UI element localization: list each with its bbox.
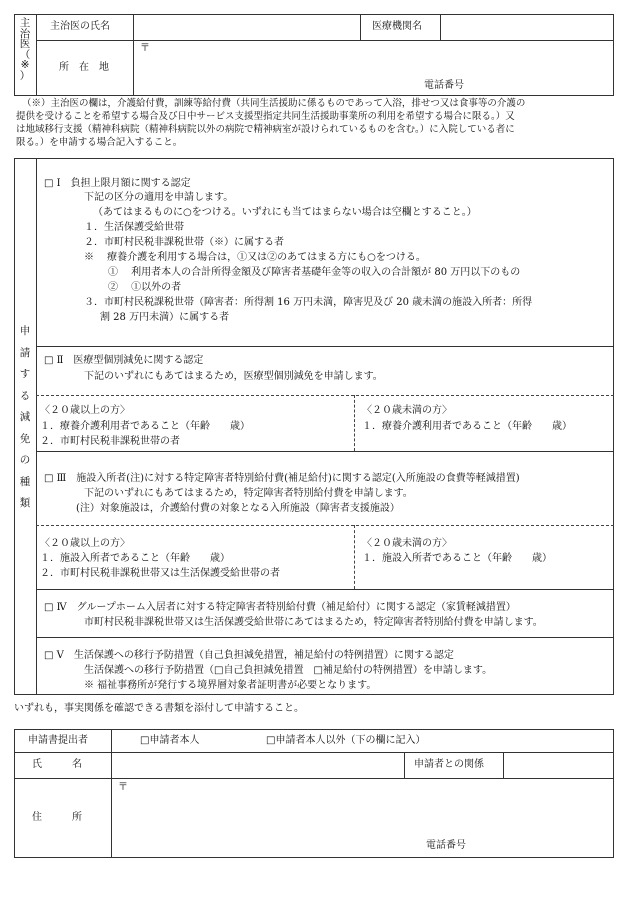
section3-line: 下記のいずれにもあてはまるため，特定障害者特別給付費を申請します。 bbox=[84, 488, 413, 499]
institution-label: 医療機関名 bbox=[372, 21, 422, 32]
section1-title[interactable]: □ Ⅰ 負担上限月額に関する認定 bbox=[44, 178, 191, 189]
physician-inst-divider-left bbox=[360, 14, 361, 40]
physician-name-label: 主治医の氏名 bbox=[50, 21, 110, 32]
section3-bottom-line bbox=[36, 589, 614, 590]
section3-note: (注）対象施設は，介護給付費の対象となる入所施設（障害者支援施設） bbox=[76, 503, 400, 514]
physician-address-field[interactable] bbox=[134, 55, 414, 95]
section2-title[interactable]: □ Ⅱ 医療型個別減免に関する認定 bbox=[44, 355, 204, 366]
section2-dashed-mid bbox=[354, 395, 355, 451]
physician-note-line-2: 提供を受けることを希望する場合及び日中サービス支援型指定共同生活援助事業所の利用を希望する場合に限る。）又 bbox=[16, 111, 515, 122]
physician-name-field[interactable] bbox=[134, 15, 359, 39]
section3-left-head: 〈２０歳以上の方〉 bbox=[40, 538, 130, 549]
section1-bottom-line bbox=[36, 346, 614, 347]
section3-dashed-mid bbox=[354, 525, 355, 589]
section2-left-head: 〈２０歳以上の方〉 bbox=[40, 405, 130, 416]
section1-option-2-note: ※ 療養介護を利用する場合は，①又は②のあてはまる方にも○をつける。 bbox=[84, 252, 426, 263]
reduction-side-label: 申 請 す る 減 免 の 種 類 bbox=[19, 325, 31, 509]
section2-line: 下記のいずれにもあてはまるため，医療型個別減免を申請します。 bbox=[84, 371, 383, 382]
submitter-label: 申請書提出者 bbox=[28, 735, 88, 746]
reduction-side-divider bbox=[36, 158, 37, 695]
relation-divider-left bbox=[404, 752, 405, 778]
physician-note-line-4: 限る。）を申請する場合記入すること。 bbox=[16, 137, 183, 148]
section4-title[interactable]: □ Ⅳ グループホーム入居者に対する特定障害者特別給付費（補足給付）に関する認定（家賃軽減措置） bbox=[44, 602, 516, 613]
physician-postal-mark: 〒 bbox=[140, 43, 150, 54]
submitter-self-checkbox[interactable]: □申請者本人 bbox=[140, 735, 200, 746]
physician-note-line-1: （※）主治医の欄は，介護給付費，訓練等給付費（共同生活援助に係るものであって入浴，排せつ又は食事等の介護の bbox=[22, 98, 526, 109]
section1-line-2: （あてはまるものに○をつける。いずれにも当てはまらない場合は空欄とすること。） bbox=[93, 207, 477, 218]
section1-line-1: 下記の区分の適用を申請します。 bbox=[84, 192, 234, 203]
section4-line: 市町村民税非課税世帯又は生活保護受給世帯にあてはまるため，特定障害者特別給付費を申請します。 bbox=[84, 617, 543, 628]
section3-dashed-top bbox=[36, 525, 614, 526]
section3-right-head: 〈２０歳未満の方〉 bbox=[362, 538, 452, 549]
section1-option-1[interactable]: １．生活保護受給世帯 bbox=[84, 222, 184, 233]
section2-dashed-top bbox=[36, 395, 614, 396]
section3-right-item-1[interactable]: １．施設入所者であること（年齢 歳） bbox=[362, 553, 552, 564]
physician-phone-label: 電話番号 bbox=[424, 80, 464, 91]
section2-left-item-2[interactable]: ２．市町村民税非課税世帯の者 bbox=[40, 436, 180, 447]
address-label: 住 所 bbox=[32, 812, 82, 823]
name-label: 氏 名 bbox=[32, 759, 82, 770]
section4-bottom-line bbox=[36, 637, 614, 638]
section5-title[interactable]: □ Ⅴ 生活保護への移行予防措置（自己負担減免措置，補足給付の特例措置）に関する認定 bbox=[44, 650, 454, 661]
section2-left-item-1[interactable]: １．療養介護利用者であること（年齢 歳） bbox=[40, 421, 250, 432]
physician-address-label: 所 在 地 bbox=[59, 62, 109, 73]
section2-right-head: 〈２０歳未満の方〉 bbox=[362, 405, 452, 416]
name-field[interactable] bbox=[112, 753, 403, 777]
section2-right-item-1[interactable]: １．療養介護利用者であること（年齢 歳） bbox=[362, 421, 572, 432]
physician-note-line-3: は地域移行支援（精神科病院（精神科病院以外の病院で精神病室が設けられているものを含む。）に入院している者に bbox=[16, 124, 515, 135]
physician-side-divider bbox=[36, 14, 37, 96]
section3-left-item-2[interactable]: ２．市町村民税非課税世帯又は生活保護受給世帯の者 bbox=[40, 568, 280, 579]
relation-label: 申請者との関係 bbox=[414, 759, 484, 770]
submitter-row-2-line bbox=[14, 778, 614, 779]
address-phone-label: 電話番号 bbox=[426, 840, 466, 851]
submitter-other-checkbox[interactable]: □申請者本人以外（下の欄に記入） bbox=[266, 735, 426, 746]
address-postal-mark: 〒 bbox=[118, 782, 128, 793]
section1-option-3[interactable]: ３．市町村民税課税世帯（障害者：所得割 16 万円未満，障害児及び 20 歳未満の施設入所者：所得 bbox=[84, 297, 533, 308]
section3-title[interactable]: □ Ⅲ 施設入所者(注)に対する特定障害者特別給付費(補足給付)に関する認定(入所施設の食費等軽減措置) bbox=[44, 473, 520, 484]
attachment-note: いずれも，事実関係を確認できる書類を添付して申請すること。 bbox=[14, 703, 304, 714]
section1-option-2-sub-2[interactable]: ② ①以外の者 bbox=[108, 282, 182, 293]
physician-side-label: 主 治 医 （ ※ ） bbox=[19, 17, 31, 82]
address-field[interactable] bbox=[112, 795, 412, 855]
institution-field[interactable] bbox=[441, 15, 613, 39]
section2-bottom-line bbox=[36, 451, 614, 452]
relation-field[interactable] bbox=[504, 753, 613, 777]
section1-option-3-cont: 割 28 万円未満）に属する者 bbox=[100, 312, 230, 323]
section1-option-2-sub-1[interactable]: ① 利用者本人の合計所得金額及び障害者基礎年金等の収入の合計額が 80 万円以下のもの bbox=[108, 267, 521, 278]
section1-option-2[interactable]: ２．市町村民税非課税世帯（※）に属する者 bbox=[84, 237, 284, 248]
section5-line-2: ※ 福祉事務所が発行する境界層対象者証明書が必要となります。 bbox=[84, 680, 377, 691]
section3-left-item-1[interactable]: １．施設入所者であること（年齢 歳） bbox=[40, 553, 230, 564]
physician-row-divider bbox=[36, 40, 614, 41]
section5-line-1[interactable]: 生活保護への移行予防措置（□自己負担減免措置 □補足給付の特例措置）を申請します。 bbox=[84, 665, 493, 676]
